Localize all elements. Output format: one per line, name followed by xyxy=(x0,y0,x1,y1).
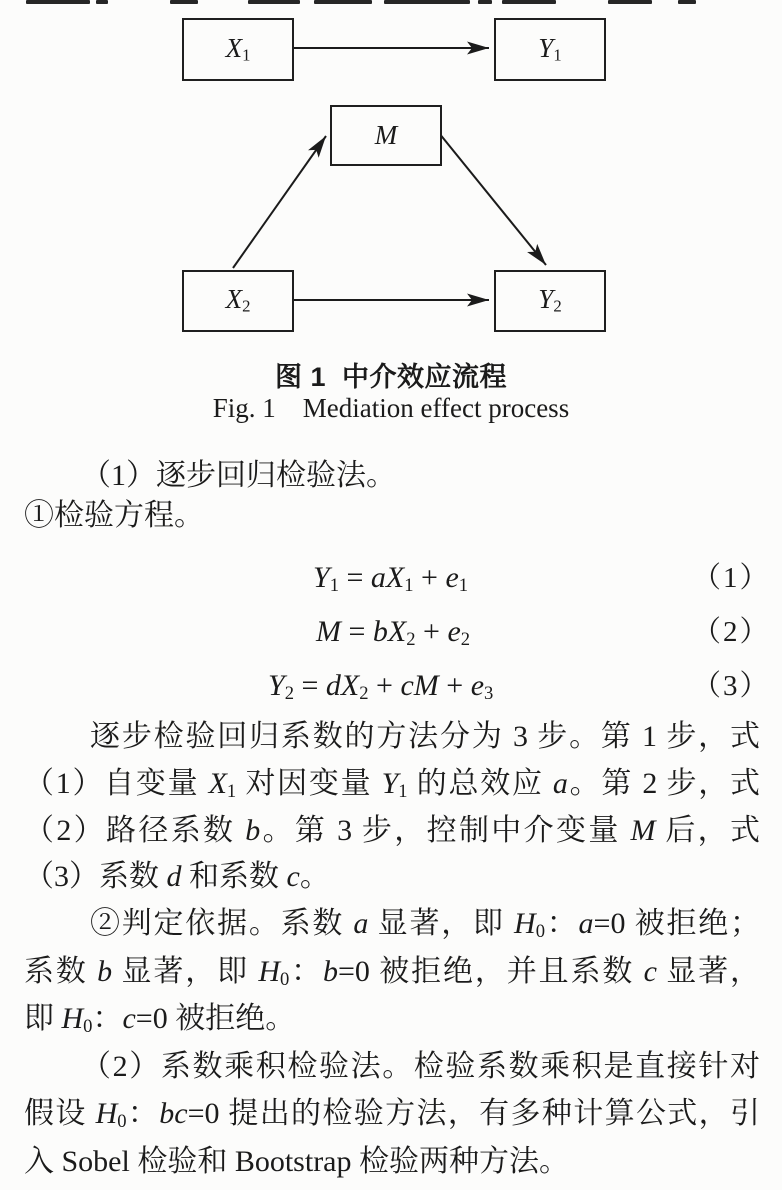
text-segment: 。第 3 步，控制中介变量 xyxy=(260,814,631,847)
text-segment: d xyxy=(166,860,182,893)
text-segment: 对因变量 xyxy=(236,767,382,800)
diagram-arrows xyxy=(0,0,782,350)
text-segment: 入 Sobel 检验和 Bootstrap 检验两种方法。 xyxy=(24,1145,569,1178)
text-segment: cM xyxy=(400,669,439,702)
text-segment: 1 xyxy=(458,575,469,597)
text-segment: 。 xyxy=(299,860,330,893)
text-segment: bX xyxy=(372,615,407,648)
text-segment: aX xyxy=(370,561,405,594)
text-segment: 2 xyxy=(284,683,294,705)
text-segment: 0 xyxy=(535,921,545,943)
text-segment: 显著，即 xyxy=(368,907,515,940)
text-segment: ： xyxy=(544,907,579,940)
equation-number: （3） xyxy=(692,670,771,702)
equation-3 xyxy=(24,666,771,706)
text-segment: 2 xyxy=(242,296,251,316)
text-line-method-1-heading xyxy=(24,456,760,496)
text-line xyxy=(24,717,760,757)
node-label xyxy=(538,286,561,315)
equation-number: （1） xyxy=(692,562,771,594)
text-line-step-1-heading xyxy=(24,496,760,536)
text-segment: 显著， xyxy=(656,955,761,988)
equation-formula xyxy=(316,612,470,660)
text-segment: = xyxy=(341,615,373,648)
text-segment: a xyxy=(578,907,594,940)
text-line xyxy=(24,857,760,897)
figure-caption-zh: 图 1 中介效应流程 xyxy=(274,362,508,392)
text-line xyxy=(24,999,760,1039)
text-segment: bc xyxy=(159,1097,188,1130)
text-segment: X xyxy=(225,32,243,63)
text-segment: Y xyxy=(538,32,554,63)
text-segment: b xyxy=(245,814,261,847)
equation-1 xyxy=(24,558,771,598)
text-segment: 显著，即 xyxy=(112,955,259,988)
text-segment: （1）自变量 xyxy=(24,767,209,800)
equation-2 xyxy=(24,612,771,652)
text-segment: = xyxy=(338,561,371,594)
text-line xyxy=(24,1094,760,1134)
equation-formula xyxy=(313,558,468,606)
text-segment: Y xyxy=(381,767,399,800)
text-segment: （2）系数乘积检验法。检验系数乘积是直接针对 xyxy=(81,1050,760,1083)
text-segment: 2 xyxy=(359,683,369,705)
arrow-m-to-y2 xyxy=(439,133,546,265)
text-segment: H xyxy=(258,955,280,988)
text-segment: H xyxy=(61,1002,84,1035)
text-segment: ： xyxy=(92,1002,123,1035)
text-segment: H xyxy=(514,907,536,940)
text-segment: ： xyxy=(126,1097,160,1130)
text-segment: 2 xyxy=(460,629,471,651)
text-line xyxy=(24,904,760,944)
diagram-node-m xyxy=(330,105,442,166)
text-segment: M xyxy=(374,120,398,150)
text-segment: 逐步检验回归系数的方法分为 3 步。第 1 步，式 xyxy=(90,720,760,753)
text-segment: b xyxy=(97,955,113,988)
node-label xyxy=(375,122,398,149)
text-segment: Y xyxy=(313,561,330,594)
text-segment: 3 xyxy=(484,683,494,705)
text-segment: e xyxy=(470,669,485,702)
text-segment: c xyxy=(643,955,657,988)
text-segment: a xyxy=(353,907,369,940)
text-segment: b xyxy=(323,955,339,988)
text-segment: e xyxy=(447,615,461,648)
arrow-x2-to-m xyxy=(233,136,326,268)
text-segment: 和系数 xyxy=(181,860,287,893)
diagram-node-y2 xyxy=(494,270,606,332)
text-segment: 1 xyxy=(226,781,237,803)
text-segment: 2 xyxy=(553,296,562,316)
diagram-node-y1 xyxy=(494,18,606,81)
text-segment: 即 xyxy=(24,1002,62,1035)
equation-formula xyxy=(268,666,493,714)
text-segment: = xyxy=(293,669,326,702)
text-segment: + xyxy=(368,669,401,702)
text-segment: （2）路径系数 xyxy=(24,814,246,847)
text-segment: c xyxy=(286,860,300,893)
text-segment: 1 xyxy=(553,45,562,65)
text-segment: 1 xyxy=(329,575,339,597)
text-line xyxy=(24,1047,760,1087)
text-segment: Y xyxy=(538,284,554,315)
text-segment: Y xyxy=(268,669,285,702)
text-segment: 后，式 xyxy=(655,814,761,847)
text-segment: 1 xyxy=(242,45,251,65)
text-segment: 。第 2 步，式 xyxy=(567,767,761,800)
text-segment: 1 xyxy=(398,781,408,803)
text-segment: dX xyxy=(325,669,360,702)
text-segment: 0 xyxy=(117,1111,127,1133)
text-line xyxy=(24,811,760,851)
text-segment: =0 被拒绝，并且系数 xyxy=(338,955,644,988)
text-segment: ②判定依据。系数 xyxy=(90,907,354,940)
text-segment: H xyxy=(95,1097,118,1130)
text-segment: 0 xyxy=(83,1016,93,1038)
figure-caption-en: Fig. 1 Mediation effect process xyxy=(212,393,570,423)
text-segment: X xyxy=(208,767,227,800)
node-label xyxy=(538,32,562,65)
text-segment: =0 被拒绝。 xyxy=(135,1002,296,1035)
text-segment: ①检验方程。 xyxy=(24,499,204,532)
text-segment: =0 提出的检验方法，有多种计算公式，引 xyxy=(187,1097,761,1130)
equation-number: （2） xyxy=(692,616,771,648)
text-segment: 系数 xyxy=(24,955,98,988)
text-segment: c xyxy=(122,1002,136,1035)
diagram-node-x1 xyxy=(182,18,294,81)
text-segment: M xyxy=(630,814,656,847)
node-label xyxy=(226,286,251,315)
text-segment: 假设 xyxy=(24,1097,96,1130)
text-line xyxy=(24,952,760,992)
text-segment: X xyxy=(225,284,243,315)
text-segment: + xyxy=(415,615,448,648)
text-segment: 的总效应 xyxy=(407,767,553,800)
text-segment: e xyxy=(445,561,459,594)
text-segment: ： xyxy=(289,955,324,988)
text-line xyxy=(24,1142,760,1182)
text-segment: a xyxy=(552,767,568,800)
text-segment: 2 xyxy=(406,629,416,651)
text-segment: + xyxy=(438,669,471,702)
text-segment: （1）逐步回归检验法。 xyxy=(81,459,396,492)
diagram-node-x2 xyxy=(182,270,294,332)
text-segment: =0 被拒绝； xyxy=(593,907,761,940)
text-segment: + xyxy=(413,561,446,594)
node-label xyxy=(225,32,251,65)
text-segment: （3）系数 xyxy=(24,860,167,893)
text-segment: 1 xyxy=(404,575,414,597)
text-line xyxy=(24,764,760,804)
text-segment: 0 xyxy=(279,969,290,991)
text-segment: M xyxy=(316,615,341,648)
